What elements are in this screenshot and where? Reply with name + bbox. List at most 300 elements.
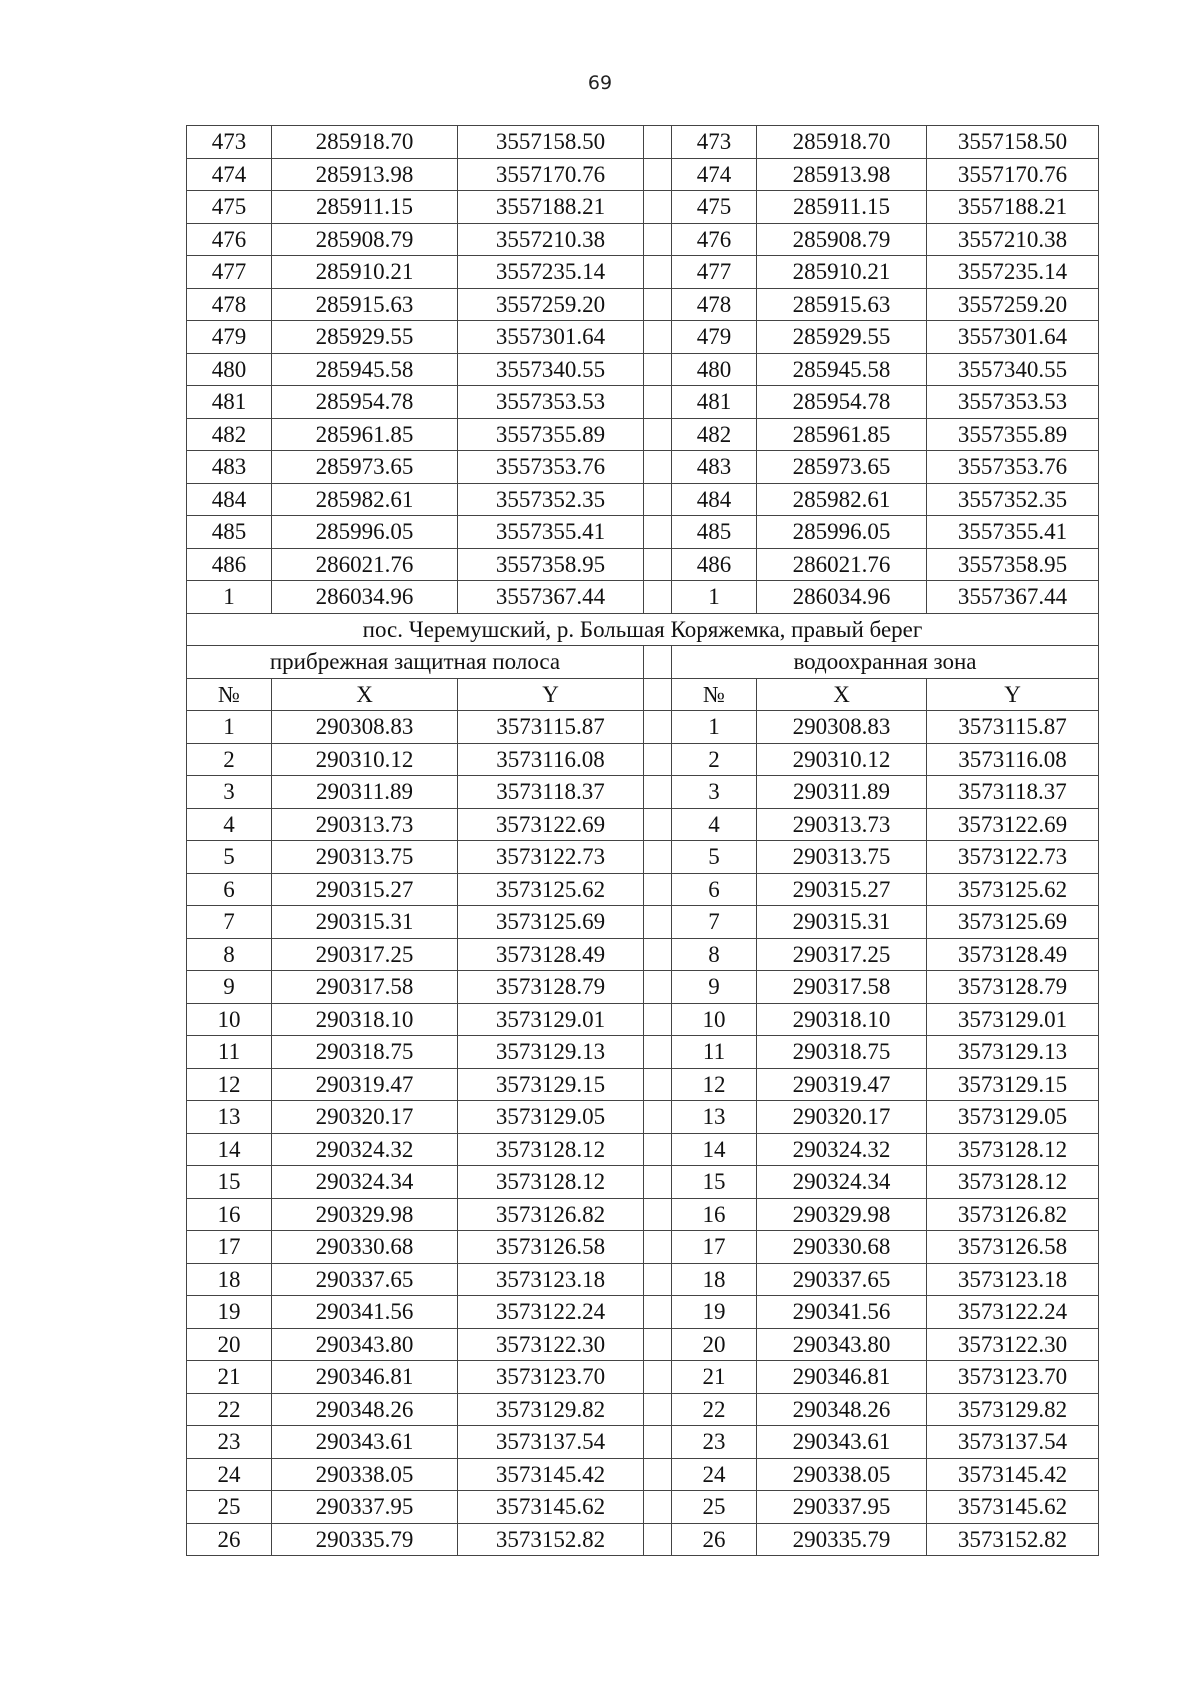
right-y-value: 3557170.76 — [927, 158, 1099, 191]
left-point-number: 486 — [187, 548, 272, 581]
left-y-value: 3557353.76 — [458, 451, 644, 484]
right-x-value: 285929.55 — [757, 321, 927, 354]
left-y-value: 3557355.41 — [458, 516, 644, 549]
separator-cell — [644, 223, 672, 256]
left-y-value: 3573145.62 — [458, 1491, 644, 1524]
right-y-value: 3573116.08 — [927, 743, 1099, 776]
table-row — [187, 1458, 1099, 1491]
separator-cell — [644, 1523, 672, 1556]
table-row — [187, 873, 1099, 906]
right-point-number: 10 — [672, 1003, 757, 1036]
table-row — [187, 1133, 1099, 1166]
left-point-number: 474 — [187, 158, 272, 191]
left-point-number: 2 — [187, 743, 272, 776]
right-point-number: 18 — [672, 1263, 757, 1296]
right-y-value: 3573129.05 — [927, 1101, 1099, 1134]
table-row — [187, 1426, 1099, 1459]
right-point-number: 6 — [672, 873, 757, 906]
right-y-value: 3573125.62 — [927, 873, 1099, 906]
left-x-header: X — [272, 678, 458, 711]
left-x-value: 285910.21 — [272, 256, 458, 289]
section-title: пос. Черемушский, р. Большая Коряжемка, правый берег — [187, 613, 1099, 646]
right-x-value: 290318.10 — [757, 1003, 927, 1036]
right-y-value: 3573137.54 — [927, 1426, 1099, 1459]
left-point-number: 18 — [187, 1263, 272, 1296]
left-point-number: 7 — [187, 906, 272, 939]
right-y-value: 3573152.82 — [927, 1523, 1099, 1556]
left-point-number: 484 — [187, 483, 272, 516]
separator-cell — [644, 971, 672, 1004]
right-x-value: 285908.79 — [757, 223, 927, 256]
separator-cell — [644, 1296, 672, 1329]
left-x-value: 290343.61 — [272, 1426, 458, 1459]
right-x-value: 290346.81 — [757, 1361, 927, 1394]
right-y-value: 3557158.50 — [927, 126, 1099, 159]
table-row — [187, 938, 1099, 971]
left-y-value: 3557235.14 — [458, 256, 644, 289]
left-x-value: 290315.31 — [272, 906, 458, 939]
right-x-value: 290313.75 — [757, 841, 927, 874]
right-y-value: 3557358.95 — [927, 548, 1099, 581]
left-y-value: 3573137.54 — [458, 1426, 644, 1459]
table-row — [187, 1101, 1099, 1134]
right-point-number: 21 — [672, 1361, 757, 1394]
left-y-value: 3573128.12 — [458, 1133, 644, 1166]
right-x-value: 290317.58 — [757, 971, 927, 1004]
separator-cell — [644, 581, 672, 614]
right-y-value: 3573129.82 — [927, 1393, 1099, 1426]
right-x-value: 290324.34 — [757, 1166, 927, 1199]
left-y-header: Y — [458, 678, 644, 711]
left-y-value: 3573125.69 — [458, 906, 644, 939]
table-row — [187, 1036, 1099, 1069]
right-point-number: 486 — [672, 548, 757, 581]
left-point-number: 1 — [187, 711, 272, 744]
left-point-number: 14 — [187, 1133, 272, 1166]
left-point-number: 12 — [187, 1068, 272, 1101]
right-point-number: 7 — [672, 906, 757, 939]
left-y-value: 3573152.82 — [458, 1523, 644, 1556]
right-y-value: 3557367.44 — [927, 581, 1099, 614]
left-point-number: 20 — [187, 1328, 272, 1361]
right-y-value: 3573125.69 — [927, 906, 1099, 939]
left-y-value: 3573129.01 — [458, 1003, 644, 1036]
left-y-value: 3557301.64 — [458, 321, 644, 354]
table-row — [187, 906, 1099, 939]
right-point-number: 478 — [672, 288, 757, 321]
left-x-value: 285996.05 — [272, 516, 458, 549]
separator-cell — [644, 1426, 672, 1459]
right-point-number: 482 — [672, 418, 757, 451]
table-row — [187, 516, 1099, 549]
left-x-value: 290337.65 — [272, 1263, 458, 1296]
separator-cell — [644, 1101, 672, 1134]
right-y-value: 3573145.62 — [927, 1491, 1099, 1524]
right-x-value: 285910.21 — [757, 256, 927, 289]
left-x-value: 285918.70 — [272, 126, 458, 159]
left-y-value: 3573122.30 — [458, 1328, 644, 1361]
table-row — [187, 581, 1099, 614]
left-x-value: 290324.34 — [272, 1166, 458, 1199]
right-x-value: 290324.32 — [757, 1133, 927, 1166]
left-y-value: 3573129.13 — [458, 1036, 644, 1069]
right-point-number: 5 — [672, 841, 757, 874]
right-point-number: 475 — [672, 191, 757, 224]
table-row — [187, 288, 1099, 321]
right-point-number: 477 — [672, 256, 757, 289]
top-rows — [187, 126, 1099, 614]
table-row — [187, 158, 1099, 191]
right-x-value: 290315.31 — [757, 906, 927, 939]
left-x-value: 290348.26 — [272, 1393, 458, 1426]
table-row — [187, 256, 1099, 289]
left-x-value: 285915.63 — [272, 288, 458, 321]
right-x-value: 290341.56 — [757, 1296, 927, 1329]
right-x-value: 290335.79 — [757, 1523, 927, 1556]
left-point-number: 3 — [187, 776, 272, 809]
right-x-value: 285911.15 — [757, 191, 927, 224]
right-y-value: 3573128.12 — [927, 1166, 1099, 1199]
group-title-row — [187, 646, 1099, 679]
right-y-value: 3557353.76 — [927, 451, 1099, 484]
right-x-value: 290337.65 — [757, 1263, 927, 1296]
table-row — [187, 1393, 1099, 1426]
right-point-number: 11 — [672, 1036, 757, 1069]
separator-cell — [644, 743, 672, 776]
right-point-number: 484 — [672, 483, 757, 516]
right-y-value: 3573122.24 — [927, 1296, 1099, 1329]
right-y-value: 3573129.13 — [927, 1036, 1099, 1069]
right-y-value: 3573126.58 — [927, 1231, 1099, 1264]
left-group-title: прибрежная защитная полоса — [187, 646, 644, 679]
right-x-value: 285982.61 — [757, 483, 927, 516]
separator-cell — [644, 256, 672, 289]
column-header-row — [187, 678, 1099, 711]
left-y-value: 3573145.42 — [458, 1458, 644, 1491]
right-x-value: 285918.70 — [757, 126, 927, 159]
left-point-number: 26 — [187, 1523, 272, 1556]
separator-cell — [644, 1003, 672, 1036]
left-x-value: 290319.47 — [272, 1068, 458, 1101]
right-point-number: 19 — [672, 1296, 757, 1329]
right-point-number: 4 — [672, 808, 757, 841]
separator-cell — [644, 1068, 672, 1101]
separator-cell — [644, 548, 672, 581]
right-x-value: 290313.73 — [757, 808, 927, 841]
left-point-number: 25 — [187, 1491, 272, 1524]
left-y-value: 3573116.08 — [458, 743, 644, 776]
left-point-number: 475 — [187, 191, 272, 224]
left-x-value: 290335.79 — [272, 1523, 458, 1556]
left-x-value: 285954.78 — [272, 386, 458, 419]
right-point-number: 17 — [672, 1231, 757, 1264]
right-y-value: 3573129.01 — [927, 1003, 1099, 1036]
separator-cell — [644, 516, 672, 549]
separator-cell — [644, 321, 672, 354]
table-row — [187, 191, 1099, 224]
right-y-value: 3557353.53 — [927, 386, 1099, 419]
left-x-value: 290310.12 — [272, 743, 458, 776]
left-point-number: 481 — [187, 386, 272, 419]
right-y-value: 3573122.30 — [927, 1328, 1099, 1361]
separator-cell — [644, 191, 672, 224]
right-point-number: 2 — [672, 743, 757, 776]
separator-cell — [644, 1393, 672, 1426]
right-x-value: 290319.47 — [757, 1068, 927, 1101]
right-y-value: 3557340.55 — [927, 353, 1099, 386]
left-point-number: 19 — [187, 1296, 272, 1329]
right-y-value: 3557355.89 — [927, 418, 1099, 451]
left-x-value: 285929.55 — [272, 321, 458, 354]
table-row — [187, 353, 1099, 386]
separator-cell — [644, 1198, 672, 1231]
left-point-number: 478 — [187, 288, 272, 321]
left-x-value: 290318.10 — [272, 1003, 458, 1036]
left-x-value: 290324.32 — [272, 1133, 458, 1166]
table-row — [187, 1263, 1099, 1296]
right-x-value: 285961.85 — [757, 418, 927, 451]
left-y-value: 3573129.15 — [458, 1068, 644, 1101]
right-x-value: 290338.05 — [757, 1458, 927, 1491]
left-y-value: 3557340.55 — [458, 353, 644, 386]
left-y-value: 3573123.18 — [458, 1263, 644, 1296]
left-point-number: 485 — [187, 516, 272, 549]
right-y-value: 3573123.70 — [927, 1361, 1099, 1394]
left-x-value: 290343.80 — [272, 1328, 458, 1361]
separator-cell — [644, 1361, 672, 1394]
right-point-number: 474 — [672, 158, 757, 191]
right-x-value: 290343.61 — [757, 1426, 927, 1459]
left-y-value: 3573122.69 — [458, 808, 644, 841]
right-group-title: водоохранная зона — [672, 646, 1099, 679]
left-x-value: 290313.73 — [272, 808, 458, 841]
left-point-number: 477 — [187, 256, 272, 289]
separator-cell — [644, 353, 672, 386]
separator-cell — [644, 1458, 672, 1491]
left-y-value: 3557259.20 — [458, 288, 644, 321]
left-y-value: 3573128.79 — [458, 971, 644, 1004]
right-point-number: 476 — [672, 223, 757, 256]
left-y-value: 3557355.89 — [458, 418, 644, 451]
right-x-value: 290310.12 — [757, 743, 927, 776]
table-row — [187, 1231, 1099, 1264]
right-x-value: 285913.98 — [757, 158, 927, 191]
left-point-number: 21 — [187, 1361, 272, 1394]
separator-cell — [644, 126, 672, 159]
right-point-number: 479 — [672, 321, 757, 354]
separator-cell — [644, 938, 672, 971]
table-row — [187, 971, 1099, 1004]
table-row — [187, 321, 1099, 354]
separator-cell — [644, 678, 672, 711]
right-point-number: 24 — [672, 1458, 757, 1491]
left-x-value: 285973.65 — [272, 451, 458, 484]
right-point-number: 9 — [672, 971, 757, 1004]
table-row — [187, 841, 1099, 874]
left-y-value: 3573122.73 — [458, 841, 644, 874]
left-x-value: 286034.96 — [272, 581, 458, 614]
separator-cell — [644, 451, 672, 484]
right-y-value: 3573145.42 — [927, 1458, 1099, 1491]
table-row — [187, 451, 1099, 484]
right-y-value: 3573122.73 — [927, 841, 1099, 874]
right-point-number: 1 — [672, 581, 757, 614]
coordinates-table — [186, 125, 1099, 1556]
left-y-value: 3557358.95 — [458, 548, 644, 581]
left-y-value: 3573126.58 — [458, 1231, 644, 1264]
separator-cell — [644, 1133, 672, 1166]
left-num-header: № — [187, 678, 272, 711]
right-point-number: 22 — [672, 1393, 757, 1426]
left-x-value: 290317.25 — [272, 938, 458, 971]
table-row — [187, 1523, 1099, 1556]
right-y-value: 3557352.35 — [927, 483, 1099, 516]
left-y-value: 3557367.44 — [458, 581, 644, 614]
right-y-value: 3573128.79 — [927, 971, 1099, 1004]
right-y-value: 3573123.18 — [927, 1263, 1099, 1296]
left-point-number: 17 — [187, 1231, 272, 1264]
left-point-number: 11 — [187, 1036, 272, 1069]
left-y-value: 3557352.35 — [458, 483, 644, 516]
left-y-value: 3573115.87 — [458, 711, 644, 744]
right-y-value: 3557188.21 — [927, 191, 1099, 224]
right-y-header: Y — [927, 678, 1099, 711]
right-point-number: 12 — [672, 1068, 757, 1101]
right-y-value: 3573129.15 — [927, 1068, 1099, 1101]
left-point-number: 479 — [187, 321, 272, 354]
table-row — [187, 1328, 1099, 1361]
separator-cell — [644, 158, 672, 191]
right-point-number: 15 — [672, 1166, 757, 1199]
right-x-value: 290317.25 — [757, 938, 927, 971]
right-y-value: 3557235.14 — [927, 256, 1099, 289]
table-row — [187, 483, 1099, 516]
separator-cell — [644, 288, 672, 321]
left-x-value: 290330.68 — [272, 1231, 458, 1264]
left-y-value: 3557170.76 — [458, 158, 644, 191]
left-y-value: 3573118.37 — [458, 776, 644, 809]
separator-cell — [644, 1491, 672, 1524]
left-y-value: 3573125.62 — [458, 873, 644, 906]
left-x-value: 285913.98 — [272, 158, 458, 191]
left-point-number: 9 — [187, 971, 272, 1004]
right-y-value: 3573115.87 — [927, 711, 1099, 744]
right-x-value: 290311.89 — [757, 776, 927, 809]
right-point-number: 480 — [672, 353, 757, 386]
right-point-number: 483 — [672, 451, 757, 484]
separator-cell — [644, 776, 672, 809]
bottom-rows — [187, 711, 1099, 1556]
left-point-number: 6 — [187, 873, 272, 906]
left-x-value: 285945.58 — [272, 353, 458, 386]
right-y-value: 3557301.64 — [927, 321, 1099, 354]
right-point-number: 25 — [672, 1491, 757, 1524]
table-row — [187, 386, 1099, 419]
table-row — [187, 126, 1099, 159]
left-x-value: 290313.75 — [272, 841, 458, 874]
right-x-value: 290308.83 — [757, 711, 927, 744]
right-x-value: 285915.63 — [757, 288, 927, 321]
right-x-value: 290348.26 — [757, 1393, 927, 1426]
left-x-value: 290346.81 — [272, 1361, 458, 1394]
left-point-number: 482 — [187, 418, 272, 451]
left-x-value: 290317.58 — [272, 971, 458, 1004]
left-point-number: 16 — [187, 1198, 272, 1231]
right-point-number: 485 — [672, 516, 757, 549]
left-x-value: 290308.83 — [272, 711, 458, 744]
right-point-number: 23 — [672, 1426, 757, 1459]
separator-cell — [644, 483, 672, 516]
right-x-value: 290320.17 — [757, 1101, 927, 1134]
left-y-value: 3573126.82 — [458, 1198, 644, 1231]
right-point-number: 14 — [672, 1133, 757, 1166]
left-x-value: 285911.15 — [272, 191, 458, 224]
separator-cell — [644, 646, 672, 679]
table-row — [187, 1198, 1099, 1231]
left-x-value: 285982.61 — [272, 483, 458, 516]
table-row — [187, 808, 1099, 841]
left-y-value: 3573128.49 — [458, 938, 644, 971]
right-point-number: 481 — [672, 386, 757, 419]
right-x-value: 290318.75 — [757, 1036, 927, 1069]
left-x-value: 286021.76 — [272, 548, 458, 581]
right-x-value: 290315.27 — [757, 873, 927, 906]
left-y-value: 3557353.53 — [458, 386, 644, 419]
right-x-header: X — [757, 678, 927, 711]
right-point-number: 8 — [672, 938, 757, 971]
left-x-value: 290341.56 — [272, 1296, 458, 1329]
left-point-number: 473 — [187, 126, 272, 159]
right-x-value: 285945.58 — [757, 353, 927, 386]
left-point-number: 23 — [187, 1426, 272, 1459]
left-point-number: 4 — [187, 808, 272, 841]
right-y-value: 3557210.38 — [927, 223, 1099, 256]
left-x-value: 290320.17 — [272, 1101, 458, 1134]
left-x-value: 290311.89 — [272, 776, 458, 809]
left-x-value: 285908.79 — [272, 223, 458, 256]
right-point-number: 473 — [672, 126, 757, 159]
left-point-number: 480 — [187, 353, 272, 386]
left-x-value: 290318.75 — [272, 1036, 458, 1069]
right-num-header: № — [672, 678, 757, 711]
table-row — [187, 743, 1099, 776]
separator-cell — [644, 1231, 672, 1264]
separator-cell — [644, 1263, 672, 1296]
left-y-value: 3573123.70 — [458, 1361, 644, 1394]
right-y-value: 3573128.49 — [927, 938, 1099, 971]
table-row — [187, 1003, 1099, 1036]
table-row — [187, 1296, 1099, 1329]
left-point-number: 22 — [187, 1393, 272, 1426]
left-point-number: 476 — [187, 223, 272, 256]
right-x-value: 290343.80 — [757, 1328, 927, 1361]
right-point-number: 13 — [672, 1101, 757, 1134]
table-row — [187, 1068, 1099, 1101]
table-row — [187, 223, 1099, 256]
separator-cell — [644, 1166, 672, 1199]
right-point-number: 16 — [672, 1198, 757, 1231]
right-x-value: 290337.95 — [757, 1491, 927, 1524]
right-point-number: 20 — [672, 1328, 757, 1361]
right-x-value: 285954.78 — [757, 386, 927, 419]
left-y-value: 3573129.82 — [458, 1393, 644, 1426]
table-row — [187, 1491, 1099, 1524]
table-row — [187, 548, 1099, 581]
left-point-number: 1 — [187, 581, 272, 614]
table-row — [187, 1361, 1099, 1394]
left-point-number: 15 — [187, 1166, 272, 1199]
section-header — [187, 613, 1099, 711]
